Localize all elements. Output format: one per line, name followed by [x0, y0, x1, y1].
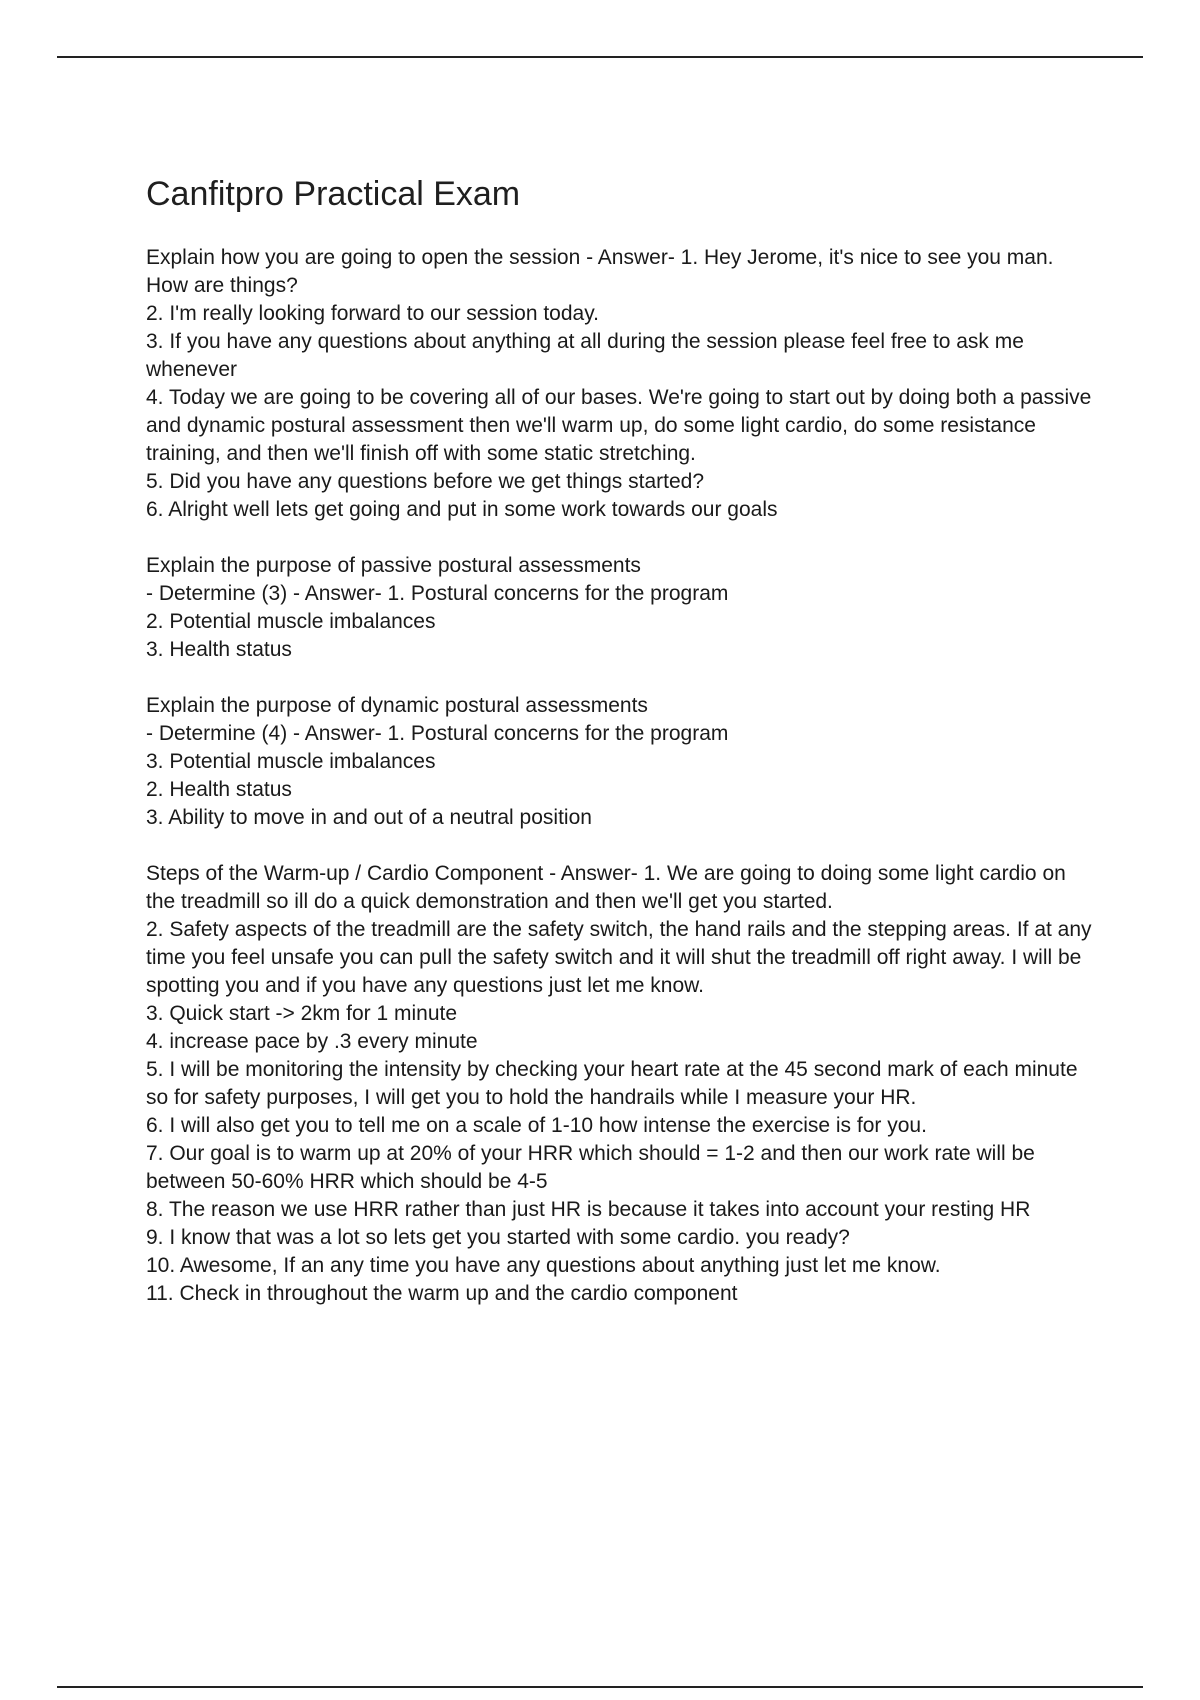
text-line: - Determine (3) - Answer- 1. Postural concerns for the program	[146, 582, 729, 605]
text-line: 7. Our goal is to warm up at 20% of your HRR which should = 1-2 and then our work rate will be between 50-60% HRR which should be 4-5	[146, 1142, 1035, 1193]
text-line: - Determine (4) - Answer- 1. Postural concerns for the program	[146, 722, 729, 745]
text-line: 11. Check in throughout the warm up and the cardio component	[146, 1282, 738, 1305]
text-line: Explain how you are going to open the session - Answer- 1. Hey Jerome, it's nice to see you man. How are things?	[146, 246, 1054, 297]
qa-block-passive-assessment	[146, 552, 1096, 664]
text-line: 10. Awesome, If an any time you have any questions about anything just let me know.	[146, 1254, 941, 1277]
qa-block-open-session	[146, 244, 1096, 524]
text-line: 3. Quick start -> 2km for 1 minute	[146, 1002, 458, 1025]
top-rule	[57, 56, 1143, 58]
text-line: 3. If you have any questions about anything at all during the session please feel free to ask me whenever	[146, 330, 1024, 381]
text-line: 8. The reason we use HRR rather than just HR is because it takes into account your resting HR	[146, 1198, 1031, 1221]
text-line: 5. I will be monitoring the intensity by checking your heart rate at the 45 second mark of each minute so for safety purposes, I will get you to hold the handrails while I measure your HR.	[146, 1058, 1078, 1109]
text-line: 6. I will also get you to tell me on a scale of 1-10 how intense the exercise is for you.	[146, 1114, 927, 1137]
text-line: 2. Safety aspects of the treadmill are the safety switch, the hand rails and the stepping areas. If at any time you feel unsafe you can pull the safety switch and it will shut the treadmill off right away. I will be spotting you and if you have any questions just let me know.	[146, 918, 1092, 997]
qa-block-dynamic-assessment	[146, 692, 1096, 832]
text-line: 2. I'm really looking forward to our session today.	[146, 302, 599, 325]
text-line: 3. Health status	[146, 638, 292, 661]
text-line: 4. increase pace by .3 every minute	[146, 1030, 478, 1053]
text-line: 2. Potential muscle imbalances	[146, 610, 436, 633]
qa-block-warmup-cardio	[146, 860, 1096, 1308]
text-line: 3. Potential muscle imbalances	[146, 750, 436, 773]
document-content	[146, 172, 1096, 1336]
text-line: 5. Did you have any questions before we get things started?	[146, 470, 705, 493]
text-line: Explain the purpose of dynamic postural assessments	[146, 694, 648, 717]
text-line: Explain the purpose of passive postural assessments	[146, 554, 641, 577]
text-line: 3. Ability to move in and out of a neutral position	[146, 806, 592, 829]
text-line: 9. I know that was a lot so lets get you started with some cardio. you ready?	[146, 1226, 850, 1249]
document-title: Canfitpro Practical Exam	[146, 175, 521, 213]
text-line: 6. Alright well lets get going and put in some work towards our goals	[146, 498, 778, 521]
bottom-rule	[57, 1686, 1143, 1688]
text-line: Steps of the Warm-up / Cardio Component - Answer- 1. We are going to doing some light cardio on the treadmill so ill do a quick demonstration and then we'll get you started.	[146, 862, 1066, 913]
text-line: 4. Today we are going to be covering all of our bases. We're going to start out by doing both a passive and dynamic postural assessment then we'll warm up, do some light cardio, do some resistance training, and then we'll finish off with some static stretching.	[146, 386, 1092, 465]
text-line: 2. Health status	[146, 778, 292, 801]
